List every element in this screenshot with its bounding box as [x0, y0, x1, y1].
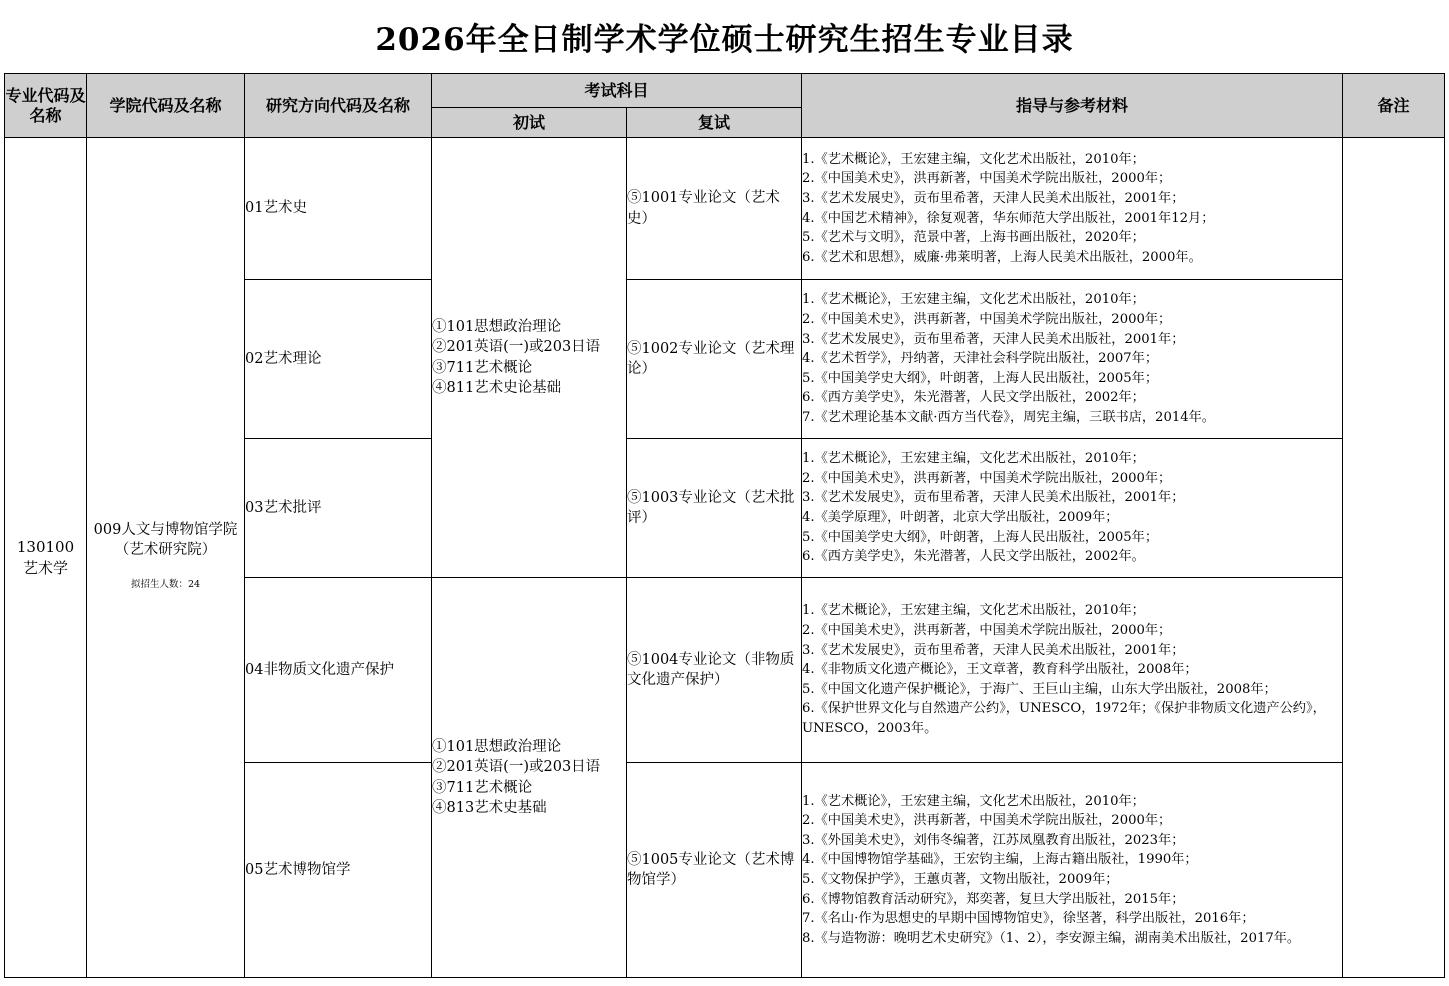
refs-cell [802, 280, 1343, 439]
initial-exam-line: ②201英语(一)或203日语 [432, 339, 601, 355]
direction-cell: 05艺术博物馆学 [245, 763, 432, 978]
retest-cell: ⑤1004专业论文（非物质文化遗产保护） [627, 578, 802, 763]
ref-item: 4.《中国艺术精神》，徐复观著，华东师范大学出版社，2001年12月； [802, 210, 1215, 226]
ref-item: 2.《中国美术史》，洪再新著，中国美术学院出版社，2000年； [802, 171, 1172, 187]
ref-item: 3.《艺术发展史》，贡布里希著，天津人民美术出版社，2001年； [802, 490, 1185, 506]
ref-item: 6.《保护世界文化与自然遗产公约》，UNESCO，1972年；《保护非物质文化遗产公约》，UNESCO，2003年。 [802, 701, 1326, 736]
college-quota: 拟招生人数：24 [130, 578, 201, 590]
initial-exam-line: ①101思想政治理论 [432, 318, 562, 335]
ref-item: 5.《中国美学史大纲》，叶朗著，上海人民出版社，2005年； [802, 370, 1159, 386]
ref-item: 2.《中国美术史》，洪再新著，中国美术学院出版社，2000年； [802, 623, 1172, 639]
header-college: 学院代码及名称 [87, 74, 245, 138]
initial-exam-line: ③711艺术概论 [432, 779, 533, 796]
direction-cell: 03艺术批评 [245, 439, 432, 578]
ref-item: 3.《艺术发展史》，贡布里希著，天津人民美术出版社，2001年； [802, 331, 1185, 347]
catalog-table [4, 73, 1445, 978]
ref-item: 1.《艺术概论》，王宏建主编，文化艺术出版社，2010年； [802, 292, 1145, 308]
header-direction: 研究方向代码及名称 [245, 74, 432, 138]
initial-exam-cell [432, 138, 627, 578]
ref-item: 6.《西方美学史》，朱光潜著，人民文学出版社，2002年。 [802, 549, 1145, 565]
ref-item: 7.《名山·作为思想史的早期中国博物馆史》，徐坚著，科学出版社，2016年； [802, 911, 1255, 927]
initial-exam-line: ②201英语(一)或203日语 [432, 759, 601, 775]
ref-item: 7.《艺术理论基本文献·西方当代卷》，周宪主编，三联书店，2014年。 [802, 409, 1215, 425]
header-major: 专业代码及名称 [5, 74, 87, 138]
ref-item: 3.《艺术发展史》，贡布里希著，天津人民美术出版社，2001年； [802, 642, 1185, 658]
ref-item: 6.《西方美学史》，朱光潜著，人民文学出版社，2002年； [802, 390, 1145, 406]
ref-item: 2.《中国美术史》，洪再新著，中国美术学院出版社，2000年； [802, 312, 1172, 328]
retest-cell: ⑤1005专业论文（艺术博物馆学） [627, 763, 802, 978]
header-refs: 指导与参考材料 [802, 74, 1343, 138]
refs-cell [802, 138, 1343, 280]
ref-item: 5.《艺术与文明》，范景中著，上海书画出版社，2020年； [802, 230, 1145, 246]
ref-item: 1.《艺术概论》，王宏建主编，文化艺术出版社，2010年； [802, 151, 1145, 167]
header-retest: 复试 [627, 108, 802, 138]
page-title: 2026年全日制学术学位硕士研究生招生专业目录 [375, 22, 1074, 58]
retest-cell: ⑤1002专业论文（艺术理论） [627, 280, 802, 439]
direction-cell: 01艺术史 [245, 138, 432, 280]
refs-cell [802, 578, 1343, 763]
ref-item: 1.《艺术概论》，王宏建主编，文化艺术出版社，2010年； [802, 603, 1145, 619]
ref-item: 8.《与造物游：晚明艺术史研究》（1、2），李安源主编，湖南美术出版社，2017年。 [802, 930, 1301, 946]
direction-cell: 02艺术理论 [245, 280, 432, 439]
ref-item: 5.《中国美学史大纲》，叶朗著，上海人民出版社，2005年； [802, 529, 1159, 545]
notes-cell [1343, 138, 1445, 978]
header-initial: 初试 [432, 108, 627, 138]
ref-item: 6.《艺术和思想》，威廉·弗莱明著，上海人民美术出版社，2000年。 [802, 249, 1202, 265]
college-name-line2: （艺术研究院） [114, 542, 217, 559]
college-cell [87, 138, 245, 978]
ref-item: 1.《艺术概论》，王宏建主编，文化艺术出版社，2010年； [802, 793, 1145, 809]
header-exam: 考试科目 [432, 74, 802, 108]
ref-item: 2.《中国美术史》，洪再新著，中国美术学院出版社，2000年； [802, 470, 1172, 486]
ref-item: 6.《博物馆教育活动研究》，郑奕著，复旦大学出版社，2015年； [802, 891, 1185, 907]
ref-item: 4.《非物质文化遗产概论》，王文章著，教育科学出版社，2008年； [802, 662, 1198, 678]
ref-item: 1.《艺术概论》，王宏建主编，文化艺术出版社，2010年； [802, 451, 1145, 467]
ref-item: 3.《外国美术史》，刘伟冬编著，江苏凤凰教育出版社，2023年； [802, 832, 1185, 848]
major-cell [5, 138, 87, 978]
ref-item: 4.《美学原理》，叶朗著，北京大学出版社，2009年； [802, 510, 1119, 525]
college-name-line1: 009人文与博物馆学院 [93, 521, 238, 538]
ref-item: 5.《文物保护学》，王蕙贞著，文物出版社，2009年； [802, 872, 1119, 887]
retest-cell: ⑤1003专业论文（艺术批评） [627, 439, 802, 578]
ref-item: 4.《艺术哲学》，丹纳著，天津社会科学院出版社，2007年； [802, 351, 1159, 367]
ref-item: 4.《中国博物馆学基础》，王宏钧主编，上海古籍出版社，1990年； [802, 852, 1198, 868]
refs-cell [802, 439, 1343, 578]
initial-exam-cell [432, 578, 627, 978]
initial-exam-line: ①101思想政治理论 [432, 738, 562, 755]
major-code: 130100 [16, 538, 75, 556]
header-notes: 备注 [1343, 74, 1445, 138]
initial-exam-line: ③711艺术概论 [432, 359, 533, 376]
major-name: 艺术学 [22, 558, 68, 577]
initial-exam-line: ④811艺术史论基础 [432, 380, 562, 396]
table-row [5, 138, 1445, 280]
ref-item: 2.《中国美术史》，洪再新著，中国美术学院出版社，2000年； [802, 813, 1172, 829]
retest-cell: ⑤1001专业论文（艺术史） [627, 138, 802, 280]
initial-exam-line: ④813艺术史基础 [432, 800, 547, 816]
ref-item: 5.《中国文化遗产保护概论》，于海广、王巨山主编，山东大学出版社，2008年； [802, 681, 1277, 697]
direction-cell: 04非物质文化遗产保护 [245, 578, 432, 763]
ref-item: 3.《艺术发展史》，贡布里希著，天津人民美术出版社，2001年； [802, 190, 1185, 206]
refs-cell [802, 763, 1343, 978]
